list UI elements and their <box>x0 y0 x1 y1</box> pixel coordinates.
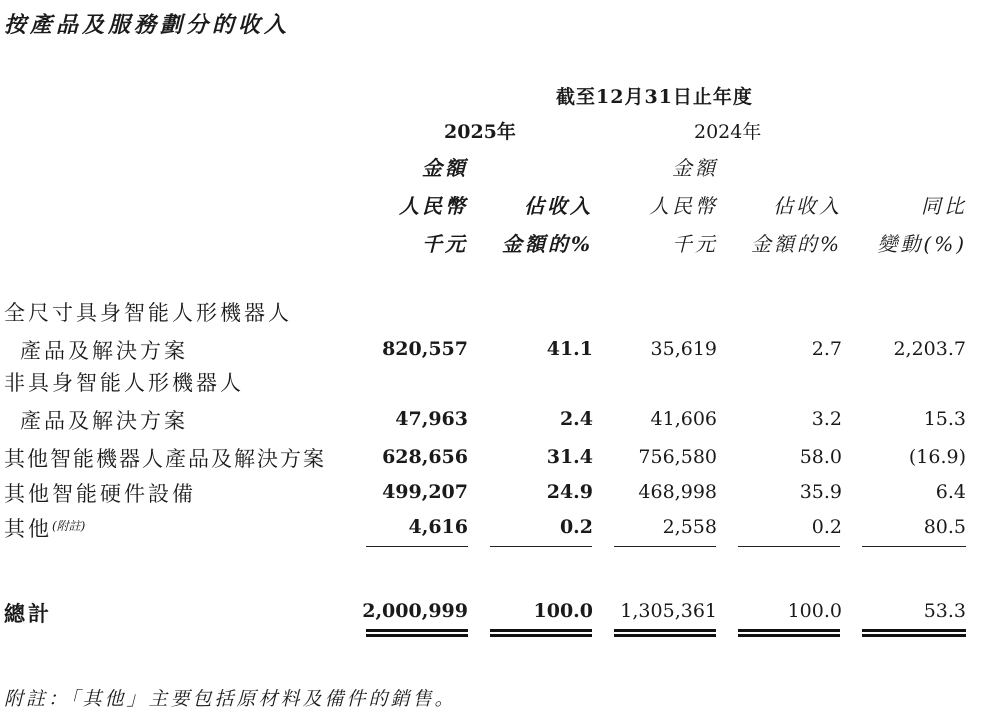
subtotal-rule <box>862 546 966 547</box>
cell-pct-2025: 0.2 <box>559 516 593 538</box>
cell-amt-2025: 4,616 <box>408 516 468 538</box>
total-change: 53.3 <box>923 600 966 622</box>
total-double-rule <box>862 629 966 637</box>
subtotal-rule <box>366 546 468 547</box>
cell-amt-2024: 35,619 <box>650 338 717 360</box>
header-amount-2025-line2: 人民幣 <box>399 194 468 218</box>
row-label-other-hardware: 其他智能硬件設備 <box>4 482 196 506</box>
total-pct-2025: 100.0 <box>533 600 593 622</box>
total-double-rule <box>614 629 716 637</box>
row-label-total: 總計 <box>4 601 52 626</box>
row-label-others <box>4 513 85 543</box>
cell-pct-2024: 3.2 <box>811 408 842 430</box>
cell-change: 6.4 <box>935 481 966 503</box>
cell-change: (16.9) <box>908 446 966 468</box>
year-2025-header: 2025年 <box>444 121 516 143</box>
header-pct-2025-line2: 金額的% <box>501 232 593 256</box>
cell-change: 15.3 <box>923 408 966 430</box>
total-double-rule <box>490 629 592 637</box>
header-change-line2: 變動(%) <box>877 232 967 256</box>
year-2024-header: 2024年 <box>694 121 762 143</box>
subtotal-rule <box>738 546 840 547</box>
cell-amt-2024: 468,998 <box>638 481 717 503</box>
cell-amt-2025: 820,557 <box>382 338 468 360</box>
cell-pct-2025: 41.1 <box>546 338 593 360</box>
total-amt-2024: 1,305,361 <box>620 600 717 622</box>
cell-amt-2024: 2,558 <box>662 516 717 538</box>
table-title: 按產品及服務劃分的收入 <box>4 12 291 38</box>
cell-amt-2024: 756,580 <box>638 446 717 468</box>
row-label-fullsize-humanoid-line1: 全尺寸具身智能人形機器人 <box>4 301 292 325</box>
cell-amt-2025: 628,656 <box>382 446 468 468</box>
note-reference: (附註) <box>52 519 86 533</box>
header-amount-2024-line1: 金額 <box>672 156 718 180</box>
cell-pct-2025: 2.4 <box>559 408 593 430</box>
header-amount-2025-line1: 金額 <box>422 156 468 180</box>
header-amount-2024-line3: 千元 <box>672 232 718 256</box>
header-change-line1: 同比 <box>921 194 967 218</box>
row-label-other-robots: 其他智能機器人產品及解決方案 <box>4 447 326 471</box>
header-amount-2025-line3: 千元 <box>422 232 468 256</box>
cell-amt-2025: 47,963 <box>395 408 468 430</box>
cell-pct-2025: 31.4 <box>546 446 593 468</box>
cell-pct-2024: 35.9 <box>799 481 842 503</box>
row-label-fullsize-humanoid-line2: 產品及解決方案 <box>20 339 188 363</box>
cell-amt-2025: 499,207 <box>382 481 468 503</box>
total-pct-2024: 100.0 <box>787 600 842 622</box>
cell-change: 80.5 <box>923 516 966 538</box>
row-label-non-humanoid-line1: 非具身智能人形機器人 <box>4 371 244 395</box>
total-double-rule <box>366 629 468 637</box>
cell-change: 2,203.7 <box>893 338 966 360</box>
header-pct-2025-line1: 佔收入 <box>524 194 593 218</box>
cell-pct-2024: 2.7 <box>811 338 842 360</box>
header-pct-2024-line1: 佔收入 <box>773 194 842 218</box>
header-amount-2024-line2: 人民幣 <box>649 194 718 218</box>
cell-pct-2025: 24.9 <box>546 481 593 503</box>
footnote: 附註：「其他」主要包括原材料及備件的銷售。 <box>4 688 457 710</box>
period-header: 截至12月31日止年度 <box>556 86 753 108</box>
subtotal-rule <box>614 546 716 547</box>
subtotal-rule <box>490 546 592 547</box>
total-amt-2025: 2,000,999 <box>362 600 468 622</box>
row-label-others-text: 其他 <box>4 517 52 541</box>
header-pct-2024-line2: 金額的% <box>750 232 842 256</box>
cell-amt-2024: 41,606 <box>650 408 717 430</box>
cell-pct-2024: 0.2 <box>811 516 842 538</box>
total-double-rule <box>738 629 840 637</box>
row-label-non-humanoid-line2: 產品及解決方案 <box>20 409 188 433</box>
cell-pct-2024: 58.0 <box>799 446 842 468</box>
